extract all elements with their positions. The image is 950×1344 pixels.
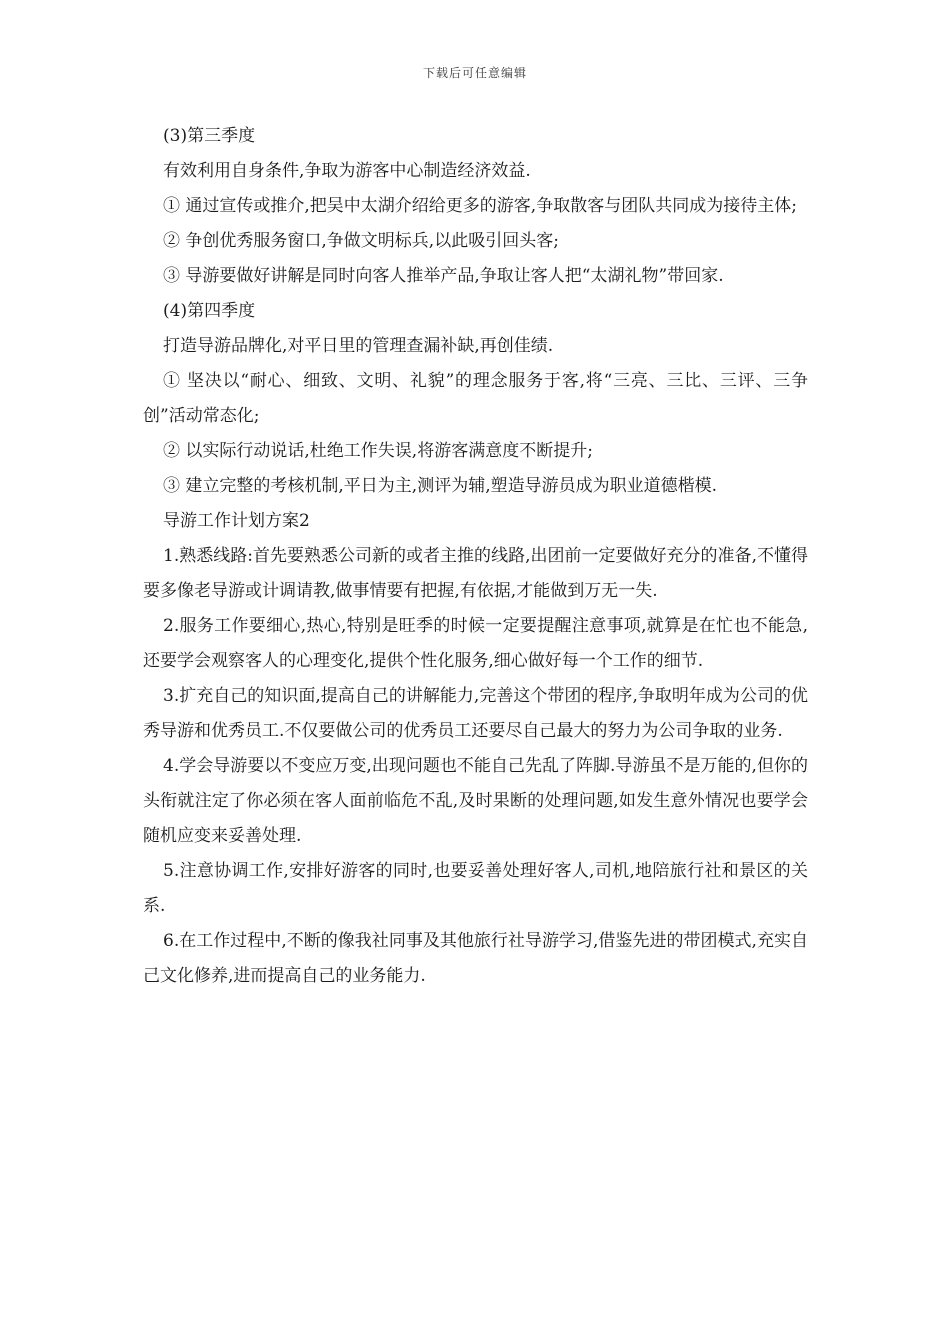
section-title: 导游工作计划方案2 — [163, 511, 310, 531]
numbered-item: 6.在工作过程中,不断的像我社同事及其他旅行社导游学习,借鉴先进的带团模式,充实自己文化修养,进而提高自己的业务能力. — [143, 931, 808, 986]
numbered-item: 4.学会导游要以不变应万变,出现问题也不能自己先乱了阵脚.导游虽不是万能的,但你的头衔就注定了你必须在客人面前临危不乱,及时果断的处理问题,如发生意外情况也要学会随机应变来妥善处理. — [143, 756, 808, 846]
section-heading-q3: (3)第三季度 — [163, 126, 256, 146]
numbered-item: 1.熟悉线路:首先要熟悉公司新的或者主推的线路,出团前一定要做好充分的准备,不懂得要多像老导游或计调请教,做事情要有把握,有依据,才能做到万无一失. — [143, 546, 808, 601]
numbered-item: 5.注意协调工作,安排好游客的同时,也要妥善处理好客人,司机,地陪旅行社和景区的关系. — [143, 861, 808, 916]
document-body — [143, 119, 808, 994]
page-header: 下载后可任意编辑 — [422, 66, 527, 80]
list-item: ① 通过宣传或推介,把吴中太湖介绍给更多的游客,争取散客与团队共同成为接待主体; — [163, 196, 797, 216]
paragraph: 打造导游品牌化,对平日里的管理查漏补缺,再创佳绩. — [163, 336, 554, 356]
paragraph: 有效利用自身条件,争取为游客中心制造经济效益. — [163, 161, 531, 181]
list-item: ② 争创优秀服务窗口,争做文明标兵,以此吸引回头客; — [163, 231, 559, 251]
list-item: ① 坚决以“耐心、细致、文明、礼貌”的理念服务于客,将“三亮、三比、三评、三争创”活动常态化; — [143, 371, 808, 426]
section-heading-q4: (4)第四季度 — [163, 301, 256, 321]
numbered-item: 3.扩充自己的知识面,提高自己的讲解能力,完善这个带团的程序,争取明年成为公司的优秀导游和优秀员工.不仅要做公司的优秀员工还要尽自己最大的努力为公司争取的业务. — [143, 686, 808, 741]
list-item: ③ 导游要做好讲解是同时向客人推举产品,争取让客人把“太湖礼物”带回家. — [163, 266, 724, 286]
list-item: ② 以实际行动说话,杜绝工作失误,将游客满意度不断提升; — [163, 441, 593, 461]
numbered-item: 2.服务工作要细心,热心,特别是旺季的时候一定要提醒注意事项,就算是在忙也不能急,还要学会观察客人的心理变化,提供个性化服务,细心做好每一个工作的细节. — [143, 616, 808, 671]
list-item: ③ 建立完整的考核机制,平日为主,测评为辅,塑造导游员成为职业道德楷模. — [163, 476, 718, 496]
